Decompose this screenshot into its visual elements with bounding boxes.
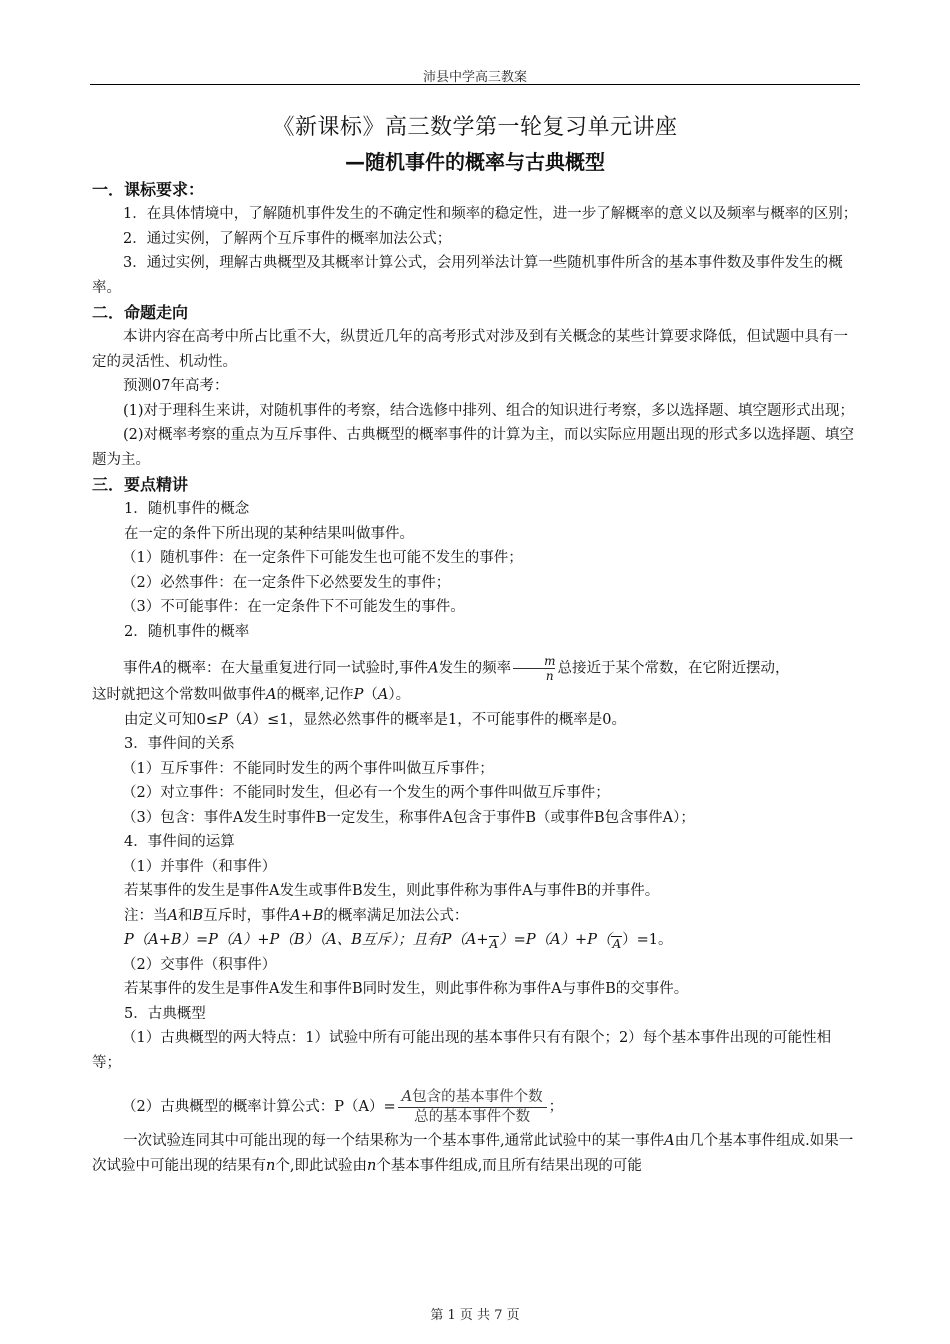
paragraph: 1．在具体情境中，了解随机事件发生的不确定性和频率的稳定性，进一步了解概率的意义以及频率与概率的区别； [123,206,858,222]
list-item: （3）包含：事件A发生时事件B一定发生，称事件A包含于事件B（或事件B包含事件A）； [122,809,695,826]
section-heading: 三．要点精讲 [92,475,189,494]
addition-formula: P（A+B）=P（A）+P（B）（A、B互斥）；且有P（A+A）=P（A）+P（A）=1。 [124,932,673,951]
page-footer: 第 1 页 共 7 页 [430,1308,520,1323]
subsection-title: 1．随机事件的概念 [124,501,250,517]
list-item: （2）交事件（积事件） [122,956,277,973]
list-item: （2）对立事件：不能同时发生，但必有一个发生的两个事件叫做互斥事件； [122,785,610,801]
paragraph: 3．通过实例，理解古典概型及其概率计算公式，会用列举法计算一些随机事件所含的基本事件数及事件发生的概率。 [92,255,843,296]
paragraph: 若某事件的发生是事件A发生和事件B同时发生，则此事件称为事件A与事件B的交事件。 [124,981,689,997]
probability-definition: 事件A的概率：在大量重复进行同一试验时,事件A发生的频率 $\frac{m}{n}$ 总接近于某个常数，在它附近摆动， [123,654,790,683]
page-header: 沛县中学高三教案 [422,70,527,85]
paragraph: （1）古典概型的两大特点：1）试验中所有可能出现的基本事件只有有限个；2）每个基本事件出现的可能性相等； [92,1030,832,1071]
paragraph: 由定义可知0≤P（A）≤1，显然必然事件的概率是1，不可能事件的概率是0。 [124,711,626,728]
list-item: （3）不可能事件：在一定条件下不可能发生的事件。 [122,599,465,615]
paragraph: 注：当A和B互斥时，事件A+B的概率满足加法公式： [124,907,469,924]
classical-probability-formula: （2）古典概型的概率计算公式：P（A）= $\frac{\text{A包含的基本事件个数}}{\text{总的基本事件个数}}$ ； [122,1088,564,1125]
subsection-title: 4．事件间的运算 [124,834,235,850]
paragraph: 本讲内容在高考中所占比重不大，纵贯近几年的高考形式对涉及到有关概念的某些计算要求降低，但试题中具有一定的灵活性、机动性。 [92,329,848,370]
list-item: （1）随机事件：在一定条件下可能发生也可能不发生的事件； [122,550,523,566]
complement-a: A [489,937,499,951]
subsection-title: 3．事件间的关系 [124,736,235,752]
header-rule [90,84,860,85]
frequency-fraction: $\frac{m}{n}$ [513,654,555,683]
list-item: （2）必然事件：在一定条件下必然要发生的事件； [122,574,451,591]
paragraph: 若某事件的发生是事件A发生或事件B发生，则此事件称为事件A与事件B的并事件。 [124,883,660,899]
document-body [92,177,860,1178]
subsection-title: 2．随机事件的概率 [124,623,250,640]
subsection-title: 5．古典概型 [124,1005,206,1022]
paragraph: (2)对概率考察的重点为互斥事件、古典概型的概率事件的计算为主，而以实际应用题出现的形式多以选择题、填空题为主。 [92,427,855,468]
section-heading: 二．命题走向 [92,303,189,322]
list-item: （1）并事件（和事件） [122,858,277,875]
paragraph: 预测07年高考： [123,378,229,394]
complement-a: A [612,937,622,951]
classical-fraction: $\frac{\text{A包含的基本事件个数}}{\text{总的基本事件个数}}$ [398,1088,547,1127]
list-item: （1）互斥事件：不能同时发生的两个事件叫做互斥事件； [122,760,494,777]
paragraph: (1)对于理科生来讲，对随机事件的考察，结合选修中排列、组合的知识进行考察，多以选择题、填空题形式出现； [123,402,855,419]
document-subtitle: —随机事件的概率与古典概型 [345,150,605,174]
paragraph: 一次试验连同其中可能出现的每一个结果称为一个基本事件,通常此试验中的某一事件A由几个基本事件组成.如果一次试验中可能出现的结果有n个,即此试验由n个基本事件组成,而且所有结果出现的可能 [92,1133,854,1174]
paragraph: 这时就把这个常数叫做事件A的概率,记作P（A）。 [92,687,411,703]
paragraph: 在一定的条件下所出现的某种结果叫做事件。 [124,525,414,542]
section-heading: 一．课标要求： [92,180,205,199]
paragraph: 2．通过实例，了解两个互斥事件的概率加法公式； [123,230,452,247]
document-title: 《新课标》高三数学第一轮复习单元讲座 [272,115,678,140]
